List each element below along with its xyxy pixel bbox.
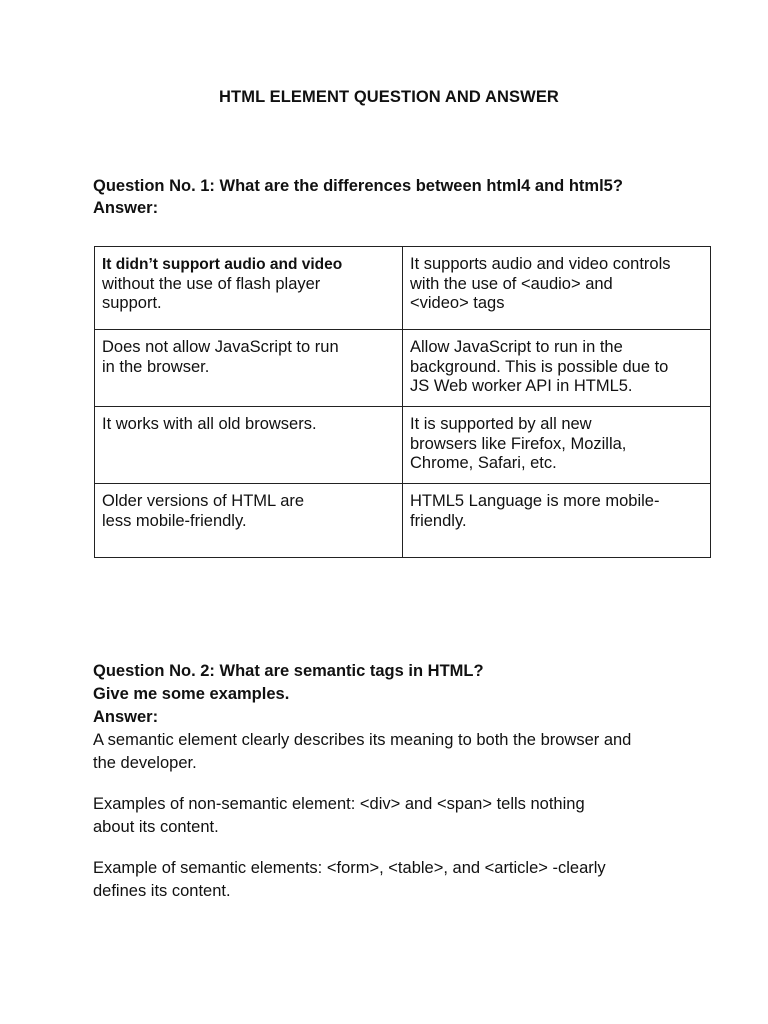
cell-line: Allow JavaScript to run in the — [410, 338, 623, 356]
table-row — [95, 407, 711, 484]
cell-line: less mobile-friendly. — [102, 511, 247, 530]
table-cell-html4 — [95, 330, 403, 407]
answer-paragraph-2-line: about its content. — [93, 817, 219, 836]
question-2-block — [93, 660, 733, 902]
html4-vs-html5-table — [94, 246, 711, 558]
answer-paragraph-3-line: defines its content. — [93, 881, 231, 900]
cell-line: without the use of flash player — [102, 274, 321, 293]
table-cell-html5 — [403, 407, 711, 484]
cell-line: It is supported by all new — [410, 415, 592, 433]
cell-line: HTML5 Language is more mobile- — [410, 492, 660, 510]
answer-paragraph-2-line: Examples of non-semantic element: <div> and <span> tells nothing — [93, 795, 585, 813]
page-title: HTML ELEMENT QUESTION AND ANSWER — [219, 88, 559, 106]
question-2-answer-label: Answer: — [93, 708, 159, 726]
table-row — [95, 247, 711, 330]
table-cell-html4 — [95, 407, 403, 484]
cell-line: support. — [102, 294, 162, 312]
cell-line: It works with all old browsers. — [102, 415, 317, 433]
question-2-heading-line-1: Question No. 2: What are semantic tags in HTML? — [93, 662, 484, 680]
cell-line: It didn’t support audio and video — [102, 256, 343, 273]
cell-line: It supports audio and video controls — [410, 255, 671, 273]
cell-line: with the use of <audio> and — [410, 274, 613, 293]
table-cell-html5 — [403, 247, 711, 330]
cell-line: Older versions of HTML are — [102, 492, 305, 510]
cell-line: background. This is possible due to — [410, 357, 669, 376]
answer-paragraph-1-line: the developer. — [93, 753, 197, 772]
cell-line: browsers like Firefox, Mozilla, — [410, 434, 627, 453]
question-2-heading-line-2: Give me some examples. — [93, 685, 290, 703]
cell-line: Does not allow JavaScript to run — [102, 338, 339, 356]
answer-paragraph-3-line: Example of semantic elements: <form>, <table>, and <article> -clearly — [93, 859, 606, 877]
question-1-text: Question No. 1: What are the differences between html4 and html5? — [93, 177, 623, 195]
table-cell-html5 — [403, 484, 711, 558]
table-cell-html4 — [95, 484, 403, 558]
question-1-answer-label: Answer: — [93, 199, 159, 217]
cell-line: Chrome, Safari, etc. — [410, 454, 557, 472]
table-cell-html4 — [95, 247, 403, 330]
cell-line: in the browser. — [102, 357, 210, 376]
table-row — [95, 484, 711, 558]
paragraph-spacer — [93, 838, 733, 857]
cell-line: <video> tags — [410, 294, 505, 312]
cell-line: friendly. — [410, 511, 467, 530]
paragraph-spacer — [93, 774, 733, 793]
table-row — [95, 330, 711, 407]
cell-line: JS Web worker API in HTML5. — [410, 377, 633, 395]
question-1-heading-block — [93, 175, 733, 219]
table-cell-html5 — [403, 330, 711, 407]
answer-paragraph-1-line: A semantic element clearly describes its meaning to both the browser and — [93, 731, 632, 749]
